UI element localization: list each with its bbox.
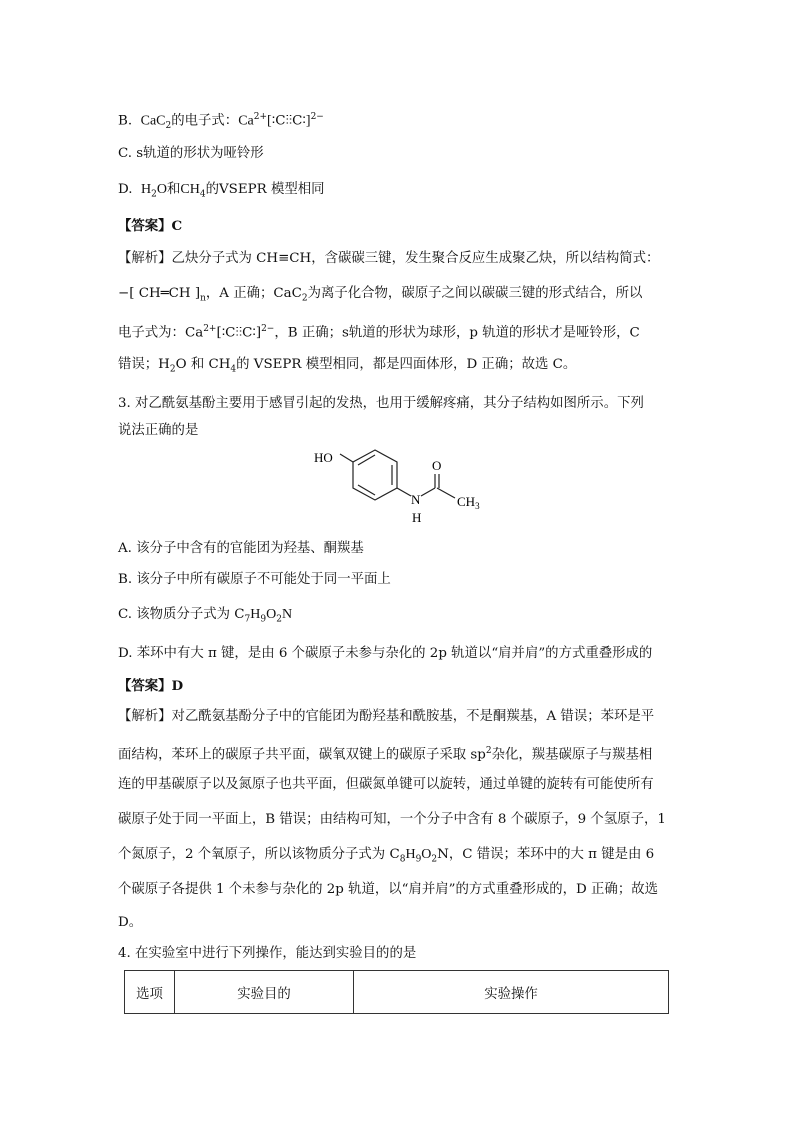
explanation-2-line-4: 碳原子处于同一平面上，B 错误；由结构可知，一个分子中含有 8 个碳原子，9 个氢原子，1 [118, 812, 666, 827]
explanation-1-line-1: 【解析】乙炔分子式为 CH≡CH，含碳碳三键，发生聚合反应生成聚乙炔，所以结构简式： [118, 251, 660, 266]
question-3-line-1: 3. 对乙酰氨基酚主要用于感冒引起的发热，也用于缓解疼痛，其分子结构如图所示。下列 [118, 396, 644, 411]
explanation-1-line-3: 电子式为：$Ca^{2+}[∶C⫶⫶C∶]^{2-}$，B 正确；s轨道的形状为球形，p 轨道的形状才是哑铃形，C [118, 324, 640, 341]
table-header-row [125, 971, 669, 1014]
q3-option-d: D. 苯环中有大 π 键，是由 6 个碳原子未参与杂化的 2p 轨道以“肩并肩”的方式重叠形成的 [118, 646, 653, 661]
answer-label-1: 【答案】C [118, 218, 183, 234]
table-header-option: 选项 [125, 971, 175, 1014]
explanation-2-line-6: 个碳原子各提供 1 个未参与杂化的 2p 轨道，以“肩并肩”的方式重叠形成的，D 正确；故选 [118, 882, 658, 897]
question-4: 4. 在实验室中进行下列操作，能达到实验目的的是 [118, 946, 417, 961]
option-c: C. s轨道的形状为哑铃形 [118, 146, 264, 161]
answer-label-2: 【答案】D [118, 678, 184, 694]
q3-option-c: C. 该物质分子式为 $C_7H_9O_2N$ [118, 607, 293, 625]
explanation-2-line-2: 面结构，苯环上的碳原子共平面，碳氧双键上的碳原子采取 $sp^2$杂化，羰基碳原子与羰基相 [118, 746, 653, 763]
explanation-1-line-2: −[ CH═CH ]$_n$，A 正确；CaC$_2$为离子化合物，碳原子之间以碳碳三键的形式结合，所以 [118, 286, 643, 304]
explanation-2-line-7: D。 [118, 915, 143, 930]
nitrogen-label: N [411, 492, 421, 507]
explanation-2-line-3: 连的甲基碳原子以及氮原子也共平面，但碳氮单键可以旋转，通过单键的旋转有可能使所有 [118, 777, 654, 792]
explanation-1-line-4: 错误；$H_2O$ 和 $CH_4$的 VSEPR 模型相同，都是四面体形，D 正确；故选 C。 [118, 357, 577, 375]
table-header-operation: 实验操作 [354, 971, 669, 1014]
benzene-ring [353, 450, 397, 500]
methyl-label: $CH_3$ [457, 494, 480, 511]
experiment-table [124, 970, 669, 1014]
table-header-purpose: 实验目的 [175, 971, 354, 1014]
acetaminophen-structure [300, 444, 500, 534]
q3-option-b: B. 该分子中所有碳原子不可能处于同一平面上 [118, 572, 391, 587]
option-b: B. CaC$_2$的电子式：$Ca^{2+}[∶C⫶⫶C∶]^{2-}$ [118, 112, 324, 132]
hydrogen-label: H [412, 510, 422, 525]
oxygen-label: O [432, 458, 442, 473]
question-3-line-2: 说法正确的是 [118, 423, 199, 438]
explanation-2-line-1: 【解析】对乙酰氨基酚分子中的官能团为酚羟基和酰胺基，不是酮羰基，A 错误；苯环是平 [118, 709, 655, 724]
ho-label: HO [314, 450, 333, 465]
q3-option-a: A. 该分子中含有的官能团为羟基、酮羰基 [118, 541, 364, 556]
explanation-2-line-5: 个氮原子，2 个氧原子，所以该物质分子式为 $C_8H_9O_2N$，C 错误；苯环中的大 π 键是由 6 [118, 847, 655, 865]
option-d: D. $H_2O$和$CH_4$的VSEPR 模型相同 [118, 182, 325, 200]
